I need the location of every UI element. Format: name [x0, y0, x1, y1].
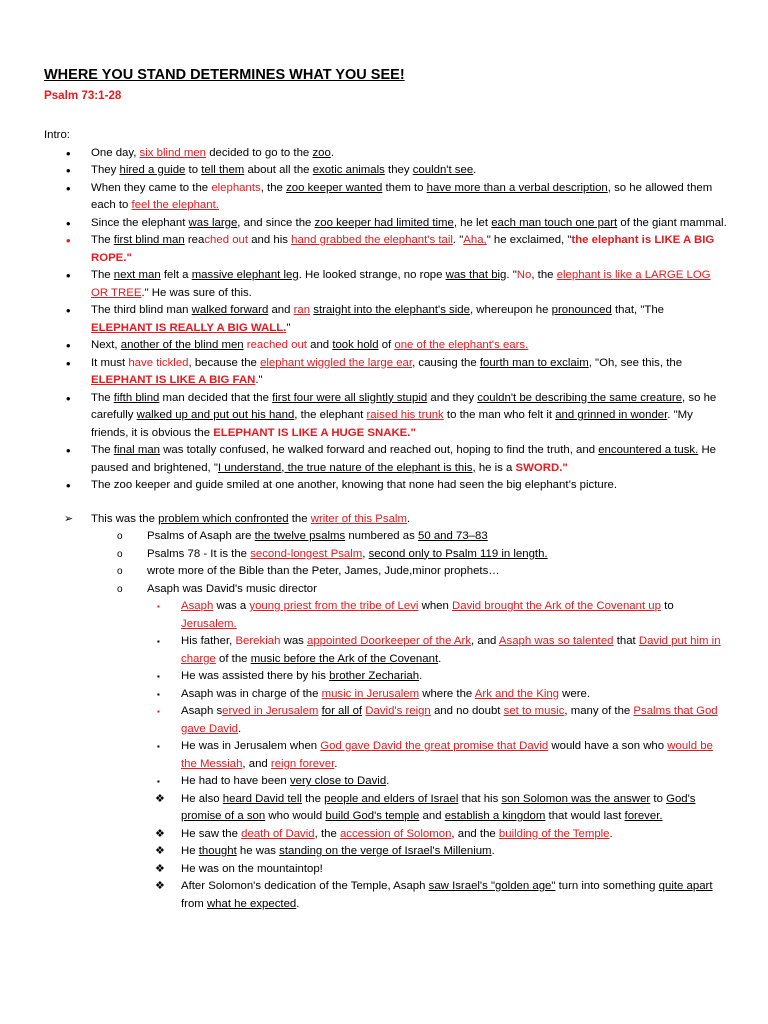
- text-run: massive elephant leg: [191, 269, 299, 281]
- arrow-marker-icon: ➢: [64, 512, 74, 525]
- text-run: . ": [506, 269, 517, 281]
- text-run: The: [91, 391, 114, 404]
- square-bullet-icon: ▪: [157, 742, 160, 751]
- circle-bullet-icon: o: [117, 566, 123, 577]
- text-run: . ": [452, 234, 464, 246]
- circle-bullet-icon: o: [117, 583, 123, 595]
- text-run: writer of this Psalm: [310, 512, 407, 525]
- text-run: numbered as: [345, 530, 418, 542]
- text-run: .: [491, 845, 495, 857]
- text-run: Asaph s: [181, 705, 223, 717]
- circle-bullet-icon: o: [117, 531, 123, 542]
- list-item: [44, 861, 728, 879]
- text-run: feel the elephant.: [131, 199, 219, 211]
- text-run: rea: [184, 234, 205, 246]
- arrow-item: [44, 511, 728, 529]
- list-item: [44, 337, 728, 355]
- text-run: establish a kingdom: [444, 810, 546, 822]
- text-run: , he let: [453, 216, 492, 229]
- list-item: [44, 738, 728, 773]
- text-run: , many of the: [564, 705, 634, 717]
- square-bullet-icon: ▪: [157, 637, 160, 646]
- diamond-bullet-icon: ❖: [155, 845, 165, 857]
- text-run: Next,: [91, 339, 121, 351]
- list-item: [44, 563, 728, 581]
- text-run: set to music: [503, 705, 565, 717]
- text-run: , the: [531, 269, 557, 281]
- text-run: and: [306, 339, 333, 351]
- text-run: where the: [419, 687, 475, 700]
- text-run: .: [330, 146, 334, 159]
- text-run: was large: [188, 216, 238, 229]
- text-run: Asaph was David's music director: [147, 582, 317, 595]
- text-run: " he exclaimed, ": [486, 234, 572, 246]
- text-run: and: [419, 810, 445, 822]
- text-run: was that big: [445, 269, 507, 281]
- square-bullet-icon: ▪: [157, 672, 160, 681]
- diamond-bullet-icon: ❖: [155, 880, 165, 892]
- text-run: , and since the: [237, 216, 315, 229]
- text-run: them to: [382, 181, 427, 194]
- text-run: Berekiah: [235, 635, 281, 647]
- text-run: of the giant mammal.: [617, 216, 727, 229]
- text-run: , and the: [451, 827, 499, 840]
- text-run: .: [238, 722, 242, 735]
- text-run: .: [419, 670, 423, 682]
- text-run: appointed Doorkeeper of the Ark: [307, 635, 472, 647]
- text-run: David put him in charge: [181, 635, 721, 665]
- diamond-bullet-icon: ❖: [155, 862, 165, 875]
- text-run: wrote more of the Bible than the Peter, James, Jude,minor prophets…: [147, 565, 500, 577]
- text-run: Psalms 78 - It is the: [147, 547, 251, 560]
- text-run: second only to Psalm 119 in length.: [368, 547, 548, 560]
- text-run: one of the elephant's ears.: [394, 339, 529, 351]
- text-run: Psalms of Asaph are: [147, 530, 255, 542]
- text-run: man decided that the: [159, 391, 273, 404]
- text-run: problem which confronted: [158, 512, 289, 525]
- text-run: building of the Temple: [498, 827, 610, 840]
- text-run: He was in Jerusalem when: [181, 740, 321, 752]
- text-run: thought: [198, 845, 237, 857]
- text-run: very close to David: [289, 775, 387, 787]
- arrow-item-text: [91, 513, 410, 525]
- text-run: He saw the: [181, 827, 242, 840]
- list-item: [44, 878, 728, 913]
- text-run: the: [301, 792, 325, 805]
- list-item: [44, 302, 728, 337]
- square-bullet-icon: ▪: [157, 777, 160, 786]
- text-run: , and: [471, 635, 499, 647]
- text-run: pronounced: [551, 304, 612, 316]
- text-run: turn into something: [555, 880, 659, 892]
- text-run: ": [286, 321, 291, 334]
- text-run: ran: [293, 304, 311, 316]
- text-run: they: [384, 164, 413, 176]
- text-run: and grinned in wonder: [555, 409, 668, 421]
- text-run: No: [516, 269, 532, 281]
- list-item: [44, 528, 728, 546]
- text-run: son Solomon was the answer: [501, 792, 651, 805]
- text-run: .: [406, 512, 411, 525]
- text-run: first four were all slightly stupid: [272, 391, 428, 404]
- text-run: music in Jerusalem: [321, 687, 420, 700]
- text-run: ELEPHANT IS LIKE A HUGE SNAKE.": [213, 426, 416, 439]
- list-item: [44, 162, 728, 180]
- text-run: was a: [213, 600, 250, 612]
- list-item: [44, 598, 728, 633]
- text-run: was totally confused, he walked forward and reached out, hoping to find the truth, and: [160, 444, 599, 456]
- text-run: next man: [113, 269, 161, 281]
- text-run: Psalms that God gave David: [181, 705, 718, 735]
- text-run: first blind man: [113, 234, 185, 246]
- text-run: They: [91, 164, 120, 176]
- text-run: Asaph was in charge of the: [181, 687, 322, 700]
- text-run: reached out: [246, 339, 307, 351]
- text-run: elephant is like a LARGE LOG OR TREE: [91, 269, 711, 299]
- text-run: was: [280, 635, 308, 647]
- text-run: ELEPHANT IS LIKE A BIG FAN: [91, 374, 256, 386]
- text-run: have more than a verbal description: [426, 181, 608, 194]
- text-run: raised his trunk: [366, 409, 444, 421]
- list-item: [44, 703, 728, 738]
- text-run: , and: [242, 757, 271, 770]
- text-run: elephants: [211, 181, 261, 194]
- list-item: [44, 668, 728, 686]
- text-run: accession of Solomon: [339, 827, 452, 840]
- list-item: [44, 442, 728, 477]
- text-run: One day,: [91, 146, 140, 159]
- text-run: quite apart: [658, 880, 713, 892]
- text-run: . He looked strange, no rope: [298, 269, 446, 281]
- text-run: death of David: [241, 827, 315, 840]
- text-run: final man: [113, 444, 161, 456]
- text-run: straight into the elephant's side: [313, 304, 470, 316]
- intro-label: Intro:: [44, 129, 70, 141]
- list-item: [44, 686, 728, 704]
- text-run: , the elephant: [294, 409, 367, 421]
- text-run: 50 and 73–83: [418, 530, 488, 542]
- text-run: and no doubt: [430, 705, 504, 717]
- text-run: SWORD.": [515, 461, 568, 474]
- text-run: zoo keeper had limited time: [314, 216, 454, 229]
- text-run: This was the: [91, 512, 159, 525]
- text-run: .: [473, 164, 477, 176]
- text-run: of the: [215, 652, 251, 665]
- text-run: couldn't see: [412, 164, 474, 176]
- text-run: of: [378, 339, 395, 351]
- text-run: each man touch one part: [491, 216, 618, 229]
- text-run: The zoo keeper and guide smiled at one another, knowing that none had seen the big elephant’s picture.: [91, 479, 618, 491]
- square-bullet-icon: ▪: [157, 689, 160, 699]
- text-run: he was: [236, 845, 280, 857]
- text-run: , so he allowed them each to: [91, 181, 713, 211]
- diamond-bullet-icon: ❖: [155, 792, 165, 805]
- text-run: Jerusalem.: [181, 617, 237, 630]
- text-run: and they: [427, 391, 478, 404]
- text-run: the: [288, 512, 311, 525]
- text-run: Aha,: [463, 234, 487, 246]
- text-run: He had to have been: [181, 775, 290, 787]
- spacer: [44, 495, 728, 511]
- text-run: He was assisted there by his: [181, 670, 330, 682]
- list-item: [44, 581, 728, 599]
- text-run: God's promise of a son: [181, 792, 696, 822]
- square-bullet-icon: ▪: [157, 602, 160, 611]
- text-run: ched out: [204, 234, 249, 246]
- text-run: The: [91, 269, 114, 281]
- text-run: Since the elephant: [91, 216, 189, 229]
- text-run: , the: [314, 827, 340, 840]
- text-run: .: [334, 757, 338, 770]
- deep-list: [44, 598, 728, 913]
- text-run: , so he carefully: [91, 391, 717, 421]
- list-item: [44, 355, 728, 390]
- text-run: fifth blind: [113, 391, 160, 404]
- list-item: [44, 826, 728, 844]
- text-run: zoo: [312, 146, 331, 159]
- text-run: ELEPHANT IS REALLY A BIG WALL.: [91, 321, 287, 334]
- list-item: [44, 843, 728, 861]
- text-run: Ark and the King: [474, 687, 560, 700]
- text-run: After Solomon's dedication of the Temple, Asaph: [181, 880, 429, 892]
- square-bullet-icon: ▪: [157, 707, 160, 716]
- text-run: ." He was sure of this.: [141, 286, 252, 299]
- text-run: would be the Messiah: [181, 740, 713, 770]
- text-run: He: [181, 845, 199, 857]
- text-run: It must: [91, 356, 129, 369]
- scripture-reference: Psalm 73:1-28: [44, 89, 122, 102]
- text-run: couldn't be describing the same creature: [477, 391, 683, 404]
- text-run: who would: [265, 810, 326, 822]
- text-run: hired a guide: [119, 164, 186, 176]
- text-run: ,: [362, 547, 369, 560]
- text-run: to: [650, 792, 667, 805]
- circle-bullet-icon: o: [117, 548, 123, 560]
- text-run: elephant wiggled the large ear: [260, 356, 413, 369]
- text-run: took hold: [332, 339, 379, 351]
- text-run: another of the blind men: [120, 339, 244, 351]
- text-run: encountered a tusk.: [598, 444, 699, 456]
- text-run: He also: [181, 792, 223, 805]
- diamond-bullet-icon: ❖: [155, 827, 165, 840]
- text-run: , the: [260, 181, 287, 194]
- text-run: The: [91, 444, 114, 456]
- text-run: Asaph was so talented: [498, 635, 614, 647]
- text-run: standing on the verge of Israel's Millenium: [279, 845, 492, 857]
- text-run: He paused and brightened, ": [91, 444, 717, 474]
- text-run: zoo keeper wanted: [286, 181, 383, 194]
- text-run: tell them: [201, 164, 245, 176]
- page-title: WHERE YOU STAND DETERMINES WHAT YOU SEE!: [44, 67, 405, 83]
- text-run: exotic animals: [312, 164, 385, 176]
- text-run: David brought the Ark of the Covenant up: [452, 600, 661, 612]
- text-run: .: [438, 652, 442, 665]
- text-run: David's reign: [365, 705, 431, 717]
- text-run: .": [255, 374, 263, 386]
- text-run: , causing the: [412, 356, 480, 369]
- text-run: decided to go to the: [206, 146, 313, 159]
- list-item: [44, 791, 728, 826]
- text-run: brother Zechariah: [329, 670, 420, 682]
- text-run: and: [268, 304, 294, 316]
- text-run: When they came to the: [91, 181, 212, 194]
- text-run: second-longest Psalm: [250, 547, 363, 560]
- text-run: God gave David the great promise that David: [320, 740, 549, 752]
- text-run: saw Israel's "golden age": [428, 880, 556, 892]
- list-item: [44, 390, 728, 443]
- text-run: .: [296, 897, 300, 910]
- sub-list: [44, 528, 728, 598]
- text-run: His father,: [181, 635, 236, 647]
- list-item: [44, 546, 728, 564]
- list-item: [44, 232, 728, 267]
- text-run: that, "The: [611, 304, 664, 316]
- text-run: heard David tell: [222, 792, 302, 805]
- text-run: about all the: [244, 164, 313, 176]
- text-run: build God's temple: [325, 810, 420, 822]
- list-item: [44, 477, 728, 495]
- text-run: He was on the mountaintop!: [181, 862, 323, 875]
- text-run: fourth man to exclaim: [479, 356, 589, 369]
- text-run: were.: [559, 687, 591, 700]
- text-run: people and elders of Israel: [324, 792, 459, 805]
- text-run: felt a: [160, 269, 192, 281]
- text-run: that: [613, 635, 639, 647]
- text-run: six blind men: [139, 146, 207, 159]
- text-run: young priest from the tribe of Levi: [249, 600, 419, 612]
- text-run: the twelve psalms: [254, 530, 346, 542]
- text-run: walked up and put out his hand: [136, 409, 295, 421]
- text-run: that would last: [545, 810, 625, 822]
- text-run: The third blind man: [91, 304, 192, 316]
- text-run: music before the Ark of the Covenant: [250, 652, 439, 665]
- text-run: the elephant is LIKE A BIG ROPE.": [91, 234, 715, 264]
- text-run: , because the: [188, 356, 261, 369]
- list-item: [44, 773, 728, 791]
- text-run: The: [91, 234, 114, 246]
- text-run: erved in Jerusalem: [222, 705, 319, 717]
- text-run: that his: [458, 792, 502, 805]
- text-run: .: [386, 775, 390, 787]
- text-run: forever.: [624, 810, 663, 822]
- text-run: . "My friends, it is obvious the: [91, 409, 693, 439]
- text-run: .: [609, 827, 613, 840]
- text-run: what he expected: [206, 897, 297, 910]
- text-run: Asaph: [181, 600, 214, 612]
- text-run: have tickled: [128, 356, 189, 369]
- text-run: would have a son who: [548, 740, 668, 752]
- list-item: [44, 180, 728, 215]
- list-item: [44, 145, 728, 163]
- text-run: from: [181, 897, 207, 910]
- text-run: and his: [248, 234, 292, 246]
- text-run: he is a: [475, 461, 516, 474]
- list-item: [44, 215, 728, 233]
- text-run: , "Oh, see this, the: [588, 356, 683, 369]
- text-run: I understand, the true nature of the elephant is this,: [217, 461, 476, 474]
- intro-list: [44, 145, 728, 495]
- text-run: to: [185, 164, 202, 176]
- text-run: to: [660, 600, 674, 612]
- list-item: [44, 633, 728, 668]
- text-run: for all of: [321, 705, 363, 717]
- text-run: reign forever: [270, 757, 335, 770]
- text-run: hand grabbed the elephant's tail: [291, 234, 453, 246]
- list-item: [44, 267, 728, 302]
- text-run: , whereupon he: [469, 304, 552, 316]
- text-run: to the man who felt it: [443, 409, 556, 421]
- text-run: when: [418, 600, 453, 612]
- text-run: walked forward: [191, 304, 269, 316]
